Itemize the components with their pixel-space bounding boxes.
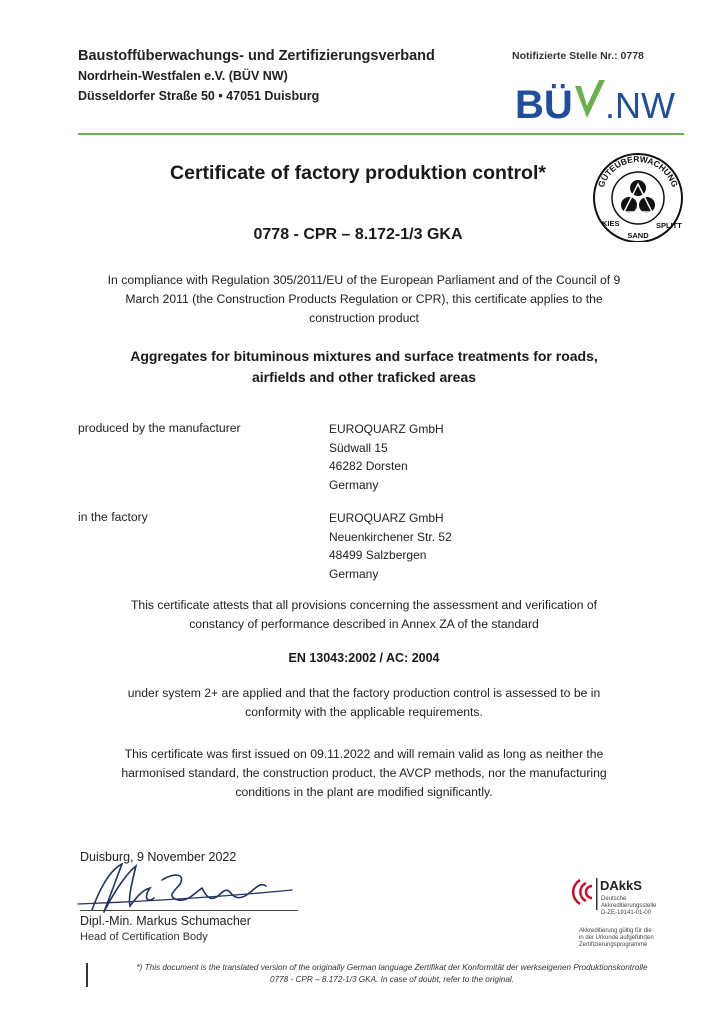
validity-text: [78, 745, 650, 802]
logo-v-check: [575, 80, 605, 118]
seal-sand-text: SAND: [627, 231, 649, 240]
attestation-text: [78, 596, 650, 634]
organization-header: [78, 46, 435, 106]
product-line: Aggregates for bituminous mixtures and surface treatments for roads,: [130, 348, 598, 364]
dakks-sub-line: Deutsche: [601, 896, 627, 902]
notified-body-number: Notifizierte Stelle Nr.: 0778: [512, 50, 644, 62]
dakks-note-line: Zertifizierungsprogramme: [579, 942, 648, 948]
certificate-number: 0778 - CPR – 8.172-1/3 GKA: [253, 226, 463, 243]
dakks-note-line: Akkreditierung gültig für die: [579, 928, 652, 934]
translation-footnote: [92, 962, 692, 986]
regulation-intro: [78, 271, 650, 328]
manufacturer-street: Südwall 15: [329, 440, 388, 455]
factory-address: [329, 509, 452, 583]
dakks-sub-line: D-ZE-19141-01-00: [601, 910, 652, 916]
logo-main-text: BÜ: [515, 83, 573, 124]
seal-kies-text: KIES: [602, 219, 620, 228]
seal-splitt-text: SPLITT: [656, 221, 682, 230]
attestation-line: constancy of performance described in Annex ZA of the standard: [189, 617, 539, 631]
intro-line: March 2011 (the Construction Products Regulation or CPR), this certificate applies to the: [125, 292, 603, 306]
signature-line: [80, 910, 298, 911]
attestation-line: This certificate attests that all provisions concerning the assessment and verification of: [130, 598, 598, 612]
header-divider: [78, 133, 684, 135]
dakks-sub-line: Akkreditierungsstelle: [601, 903, 657, 909]
system-text: [78, 684, 650, 722]
org-name: Baustoffüberwachungs- und Zertifizierungsverband: [78, 48, 435, 64]
validity-line: This certificate was first issued on 09.11.2022 and will remain valid as long as neither the: [124, 747, 604, 761]
harmonised-standard: EN 13043:2002 / AC: 2004: [288, 651, 440, 665]
handwritten-signature: [70, 858, 300, 918]
dakks-note-line: in der Urkunde aufgeführten: [579, 935, 654, 941]
validity-line: harmonised standard, the construction product, the AVCP methods, nor the manufacturing: [121, 766, 607, 780]
dakks-note: [579, 928, 703, 949]
seal-top-text: GÜTEÜBERWACHUNG: [595, 153, 681, 189]
factory-city: 48499 Salzbergen: [329, 548, 427, 562]
signatory-name: Dipl.-Min. Markus Schumacher: [80, 914, 251, 928]
product-line: airfields and other traficked areas: [251, 369, 477, 385]
org-name-region: Nordrhein-Westfalen e.V. (BÜV NW): [78, 69, 288, 83]
manufacturer-name: EUROQUARZ GmbH: [329, 422, 444, 436]
buev-nw-logo: [515, 78, 685, 124]
factory-label: in the factory: [78, 510, 148, 524]
footnote-line: 0778 - CPR – 8.172-1/3 GKA. In case of doubt, refer to the original.: [270, 975, 514, 984]
manufacturer-address: [329, 420, 444, 494]
certificate-title: Certificate of factory produktion control*: [170, 162, 546, 184]
construction-product: [78, 346, 650, 388]
org-address: Düsseldorfer Straße 50 • 47051 Duisburg: [78, 89, 320, 103]
footer-marker: [86, 963, 88, 987]
footnote-line: *) This document is the translated version of the originally German language Zertifikat der Konformität der werkseigenen Produktionskontrolle: [136, 963, 648, 972]
factory-street: Neuenkirchener Str. 52: [329, 529, 452, 544]
intro-line: construction product: [309, 311, 419, 325]
system-line: conformity with the applicable requirements.: [245, 705, 483, 719]
dakks-name: DAkkS: [600, 878, 642, 893]
factory-country: Germany: [329, 566, 379, 581]
manufacturer-label: produced by the manufacturer: [78, 421, 241, 435]
manufacturer-country: Germany: [329, 477, 379, 492]
factory-name: EUROQUARZ GmbH: [329, 511, 444, 525]
validity-line: conditions in the plant are modified significantly.: [235, 785, 493, 799]
place-and-date: Duisburg, 9 November 2022: [80, 850, 237, 864]
signatory-role: Head of Certification Body: [80, 931, 208, 943]
system-line: under system 2+ are applied and that the factory production control is assessed to be in: [127, 686, 601, 700]
intro-line: In compliance with Regulation 305/2011/EU of the European Parliament and of the Council of 9: [107, 273, 621, 287]
dakks-subtitle: [601, 896, 701, 917]
manufacturer-city: 46282 Dorsten: [329, 459, 408, 473]
logo-suffix-text: .NW: [605, 85, 675, 124]
